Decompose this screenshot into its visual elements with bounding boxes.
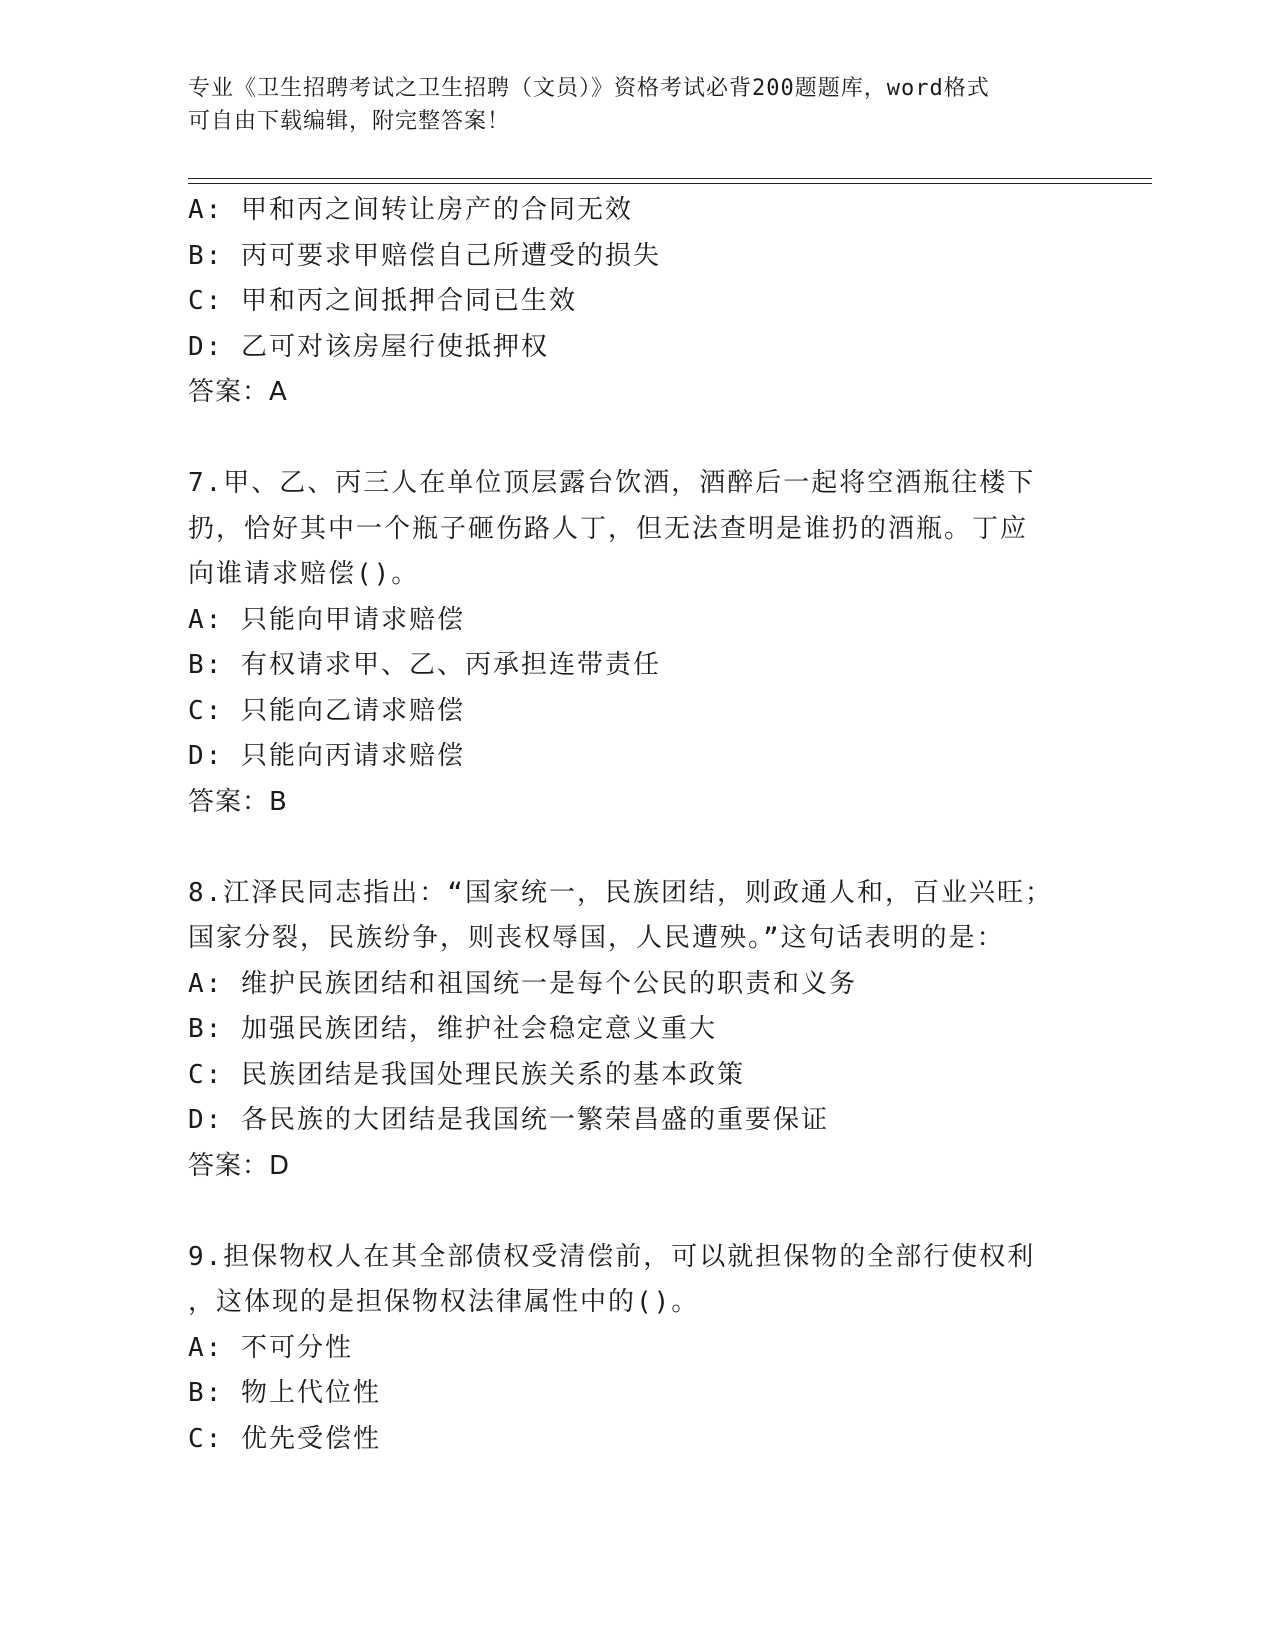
answer-label: 答案：D <box>188 1150 291 1181</box>
option-b: B: 丙可要求甲赔偿自己所遭受的损失 <box>188 240 661 271</box>
document-body <box>188 188 1068 1462</box>
question-stem-line: 9.担保物权人在其全部债权受清偿前，可以就担保物的全部行使权利 <box>188 1241 1036 1272</box>
spacer <box>188 825 1068 871</box>
question-stem-line: 7.甲、乙、丙三人在单位顶层露台饮酒，酒醉后一起将空酒瓶往楼下 <box>188 468 1036 498</box>
question-stem-line: 向谁请求赔偿()。 <box>188 559 420 589</box>
question-stem-line: 8.江泽民同志指出：“国家统一，民族团结，则政通人和，百业兴旺； <box>188 877 1053 908</box>
spacer <box>188 416 1068 462</box>
document-header <box>188 72 1068 138</box>
header-title-line-2: 可自由下载编辑，附完整答案！ <box>188 109 511 134</box>
header-title-line-1: 专业《卫生招聘考试之卫生招聘（文员）》资格考试必背200题题库，word格式 <box>188 76 990 101</box>
option-c: C: 民族团结是我国处理民族关系的基本政策 <box>188 1059 745 1090</box>
option-a: A: 不可分性 <box>188 1332 353 1363</box>
option-c: C: 优先受偿性 <box>188 1423 381 1454</box>
option-d: D: 只能向丙请求赔偿 <box>188 741 465 771</box>
header-divider-bottom <box>188 183 1152 184</box>
question-stem-line: 扔，恰好其中一个瓶子砸伤路人丁，但无法查明是谁扔的酒瓶。丁应 <box>188 513 1029 544</box>
option-c: C: 甲和丙之间抵押合同已生效 <box>188 286 577 316</box>
option-a: A: 只能向甲请求赔偿 <box>188 604 465 635</box>
option-b: B: 有权请求甲、乙、丙承担连带责任 <box>188 650 661 680</box>
header-divider-top <box>188 178 1152 179</box>
answer-label: 答案：B <box>188 786 288 817</box>
question-block-9 <box>188 1235 1068 1463</box>
question-stem-line: 国家分裂，民族纷争，则丧权辱国，人民遭殃。”这句话表明的是： <box>188 923 1005 953</box>
option-a: A: 维护民族团结和祖国统一是每个公民的职责和义务 <box>188 968 857 999</box>
question-block-6 <box>188 188 1068 416</box>
answer-label: 答案：A <box>188 377 288 407</box>
question-block-7 <box>188 461 1068 825</box>
option-a: A: 甲和丙之间转让房产的合同无效 <box>188 195 633 225</box>
option-c: C: 只能向乙请求赔偿 <box>188 695 465 726</box>
question-block-8 <box>188 871 1068 1190</box>
option-b: B: 加强民族团结，维护社会稳定意义重大 <box>188 1014 717 1044</box>
option-b: B: 物上代位性 <box>188 1378 381 1408</box>
option-d: D: 各民族的大团结是我国统一繁荣昌盛的重要保证 <box>188 1105 829 1135</box>
option-d: D: 乙可对该房屋行使抵押权 <box>188 331 549 362</box>
spacer <box>188 1189 1068 1235</box>
question-stem-line: ，这体现的是担保物权法律属性中的()。 <box>188 1287 700 1317</box>
